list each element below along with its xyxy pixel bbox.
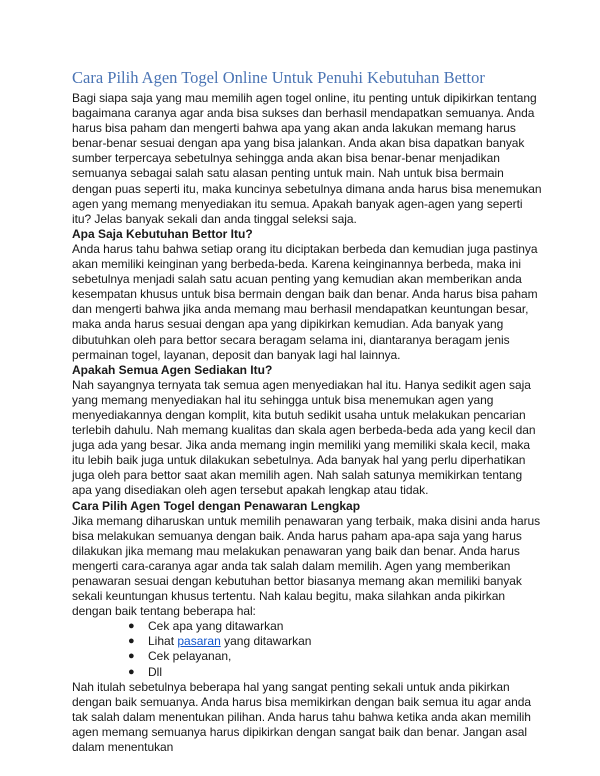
- bullet-icon: ●: [128, 665, 135, 678]
- bullet-icon: ●: [128, 620, 135, 633]
- list-item-text: Cek pelayanan,: [148, 649, 232, 664]
- list-item: [128, 619, 544, 634]
- section-heading-kebutuhan: Apa Saja Kebutuhan Bettor Itu?: [72, 226, 253, 241]
- list-item-text-suffix: yang ditawarkan: [224, 634, 312, 649]
- bullet-icon: ●: [128, 650, 135, 663]
- list-item: [128, 649, 544, 664]
- section-body-cara-pilih: Jika memang diharuskan untuk memilih penawaran yang terbaik, maka disini anda harus bisa melakukan semuanya dengan baik. Anda harus paham apa-apa saja yang harus dilakukan jika memang mau melakukan penawaran yang baik dan benar. Anda harus mengerti cara-caranya agar anda tak salah dalam memilih. Agen yang memberikan penawaran sesuai dengan kebutuhan bettor biasanya memang akan memiliki banyak sekali keuntungan khusus tertentu. Nah kalau begitu, maka silahkan anda pikirkan dengan baik tentang beberapa hal:: [72, 513, 541, 619]
- list-item: [128, 665, 544, 680]
- section-body-kebutuhan: Anda harus tahu bahwa setiap orang itu diciptakan berbeda dan kemudian juga pastinya akan memiliki keinginan yang berbeda-beda. Karena keinginannya berbeda, maka ini sebetulnya menjadi salah satu acuan penting yang kemudian akan memberikan anda kesempatan khusus untuk bisa bermain dengan baik dan benar. Anda harus bisa paham dan mengerti bahwa jika anda memang mau berhasil mendapatkan keuntungan besar, maka anda harus sesuai dengan apa yang dipikirkan kemudian. Ada banyak yang dibutuhkan oleh para bettor secara beragam selama ini, diantaranya beragam jenis permainan togel, layanan, deposit dan banyak lagi hal lainnya.: [72, 241, 538, 362]
- intro-paragraph: Bagi siapa saja yang mau memilih agen togel online, itu penting untuk dipikirkan tentang bagaimana caranya agar anda bisa sukses dan berhasil mendapatkan semuanya. Anda harus bisa paham dan mengerti bahwa apa yang akan anda lakukan memang harus benar-benar sesuai dengan apa yang bisa jalankan. Anda akan bisa dapatkan banyak sumber terpercaya sebetulnya sehingga anda akan bisa benar-benar menjadikan semuanya sebagai salah satu alasan penting untuk main. Nah untuk bisa bermain dengan puas seperti itu, maka kuncinya sebetulnya dimana anda harus bisa menemukan agen yang memang menyediakan itu semua. Apakah banyak agen-agen yang seperti itu? Jelas banyak sekali dan anda tinggal seleksi saja.: [72, 91, 542, 226]
- closing-paragraph: Nah itulah sebetulnya beberapa hal yang sangat penting sekali untuk anda pikirkan dengan baik semuanya. Anda harus bisa memikirkan dengan baik semua itu agar anda tak salah dalam menentukan pilihan. Anda harus tahu bahwa ketika anda akan memilih agen memang semuanya harus dipikirkan dengan sangat baik dan benar. Jangan asal dalam menentukan: [72, 679, 531, 755]
- section-body-semua-agen: Nah sayangnya ternyata tak semua agen menyediakan hal itu. Hanya sedikit agen saja yang memang menyediakan hal itu sehingga untuk bisa menemukan agen yang menyediakannya dengan komplit, kita butuh sedikit usaha untuk melakukan pencarian terlebih dahulu. Nah memang kualitas dan skala agen berbeda-beda ada yang kecil dan juga ada yang besar. Jika anda memang ingin memiliki yang memiliki skala kecil, maka itu lebih baik juga untuk dilakukan sebetulnya. Ada banyak hal yang perlu diperhatikan juga oleh para bettor saat akan memilih agen. Nah salah satunya memikirkan tentang apa yang disediakan oleh agen tersebut apakah lengkap atau tidak.: [72, 377, 536, 498]
- list-item-text-prefix: Lihat: [148, 634, 175, 649]
- list-item-text: Dll: [148, 664, 162, 679]
- pasaran-link[interactable]: pasaran: [177, 634, 221, 649]
- section-heading-semua-agen: Apakah Semua Agen Sediakan Itu?: [72, 362, 273, 377]
- list-item: [128, 634, 544, 649]
- bullet-icon: ●: [128, 635, 135, 648]
- bullet-list: [72, 619, 544, 679]
- list-item-text: Cek apa yang ditawarkan: [148, 619, 284, 634]
- document-title: Cara Pilih Agen Togel Online Untuk Penuhi Kebutuhan Bettor: [72, 68, 485, 87]
- section-heading-cara-pilih: Cara Pilih Agen Togel dengan Penawaran Lengkap: [72, 498, 361, 513]
